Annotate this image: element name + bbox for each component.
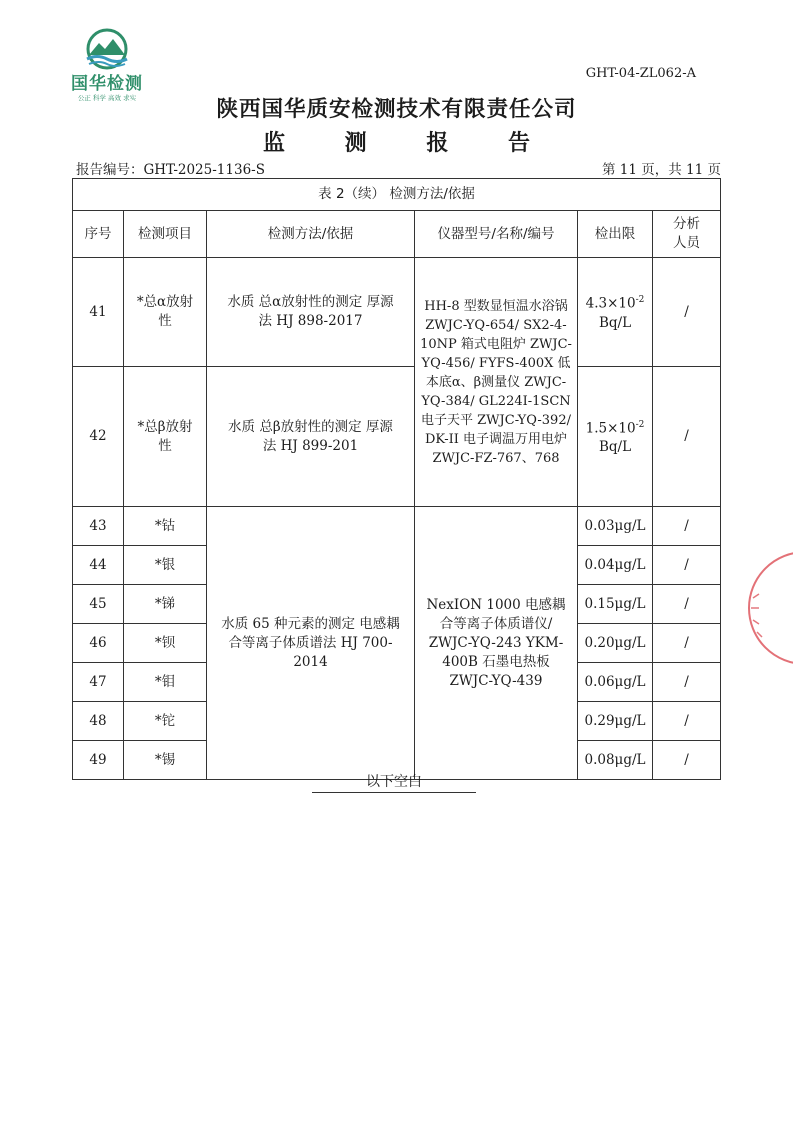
detection-limit bbox=[578, 258, 653, 367]
test-item: *铊 bbox=[124, 702, 207, 741]
test-method: 水质 总β放射性的测定 厚源法 HJ 899-201 bbox=[207, 367, 415, 507]
test-method: 水质 总α放射性的测定 厚源法 HJ 898-2017 bbox=[207, 258, 415, 367]
test-item: *总β放射性 bbox=[124, 367, 207, 507]
detection-limit: 0.04μg/L bbox=[578, 546, 653, 585]
limit-exponent: -2 bbox=[635, 419, 645, 430]
analyst: / bbox=[653, 585, 721, 624]
table-header-row bbox=[73, 211, 721, 258]
report-meta bbox=[76, 158, 721, 176]
table-caption-row bbox=[73, 179, 721, 211]
report-title: 监 测 报 告 bbox=[263, 131, 556, 156]
analyst: / bbox=[653, 702, 721, 741]
test-item: *钼 bbox=[124, 663, 207, 702]
row-number: 43 bbox=[73, 507, 124, 546]
analyst: / bbox=[653, 367, 721, 507]
logo-slogan: 公正 科学 高效 求实 bbox=[77, 94, 137, 102]
detection-limit bbox=[578, 367, 653, 507]
method-table bbox=[72, 178, 721, 780]
test-item: *锡 bbox=[124, 741, 207, 780]
page-info: 第 11 页，共 11 页 bbox=[601, 162, 721, 178]
analyst: / bbox=[653, 258, 721, 367]
document-code: GHT-04-ZL062-A bbox=[585, 66, 696, 81]
limit-unit: Bq/L bbox=[598, 314, 632, 331]
row-number: 45 bbox=[73, 585, 124, 624]
instrument-info: NexION 1000 电感耦合等离子体质谱仪/ ZWJC-YQ-243 YKM-400B 石墨电热板 ZWJC-YQ-439 bbox=[415, 507, 578, 780]
test-item: *钴 bbox=[124, 507, 207, 546]
row-number: 48 bbox=[73, 702, 124, 741]
detection-limit: 0.15μg/L bbox=[578, 585, 653, 624]
column-header: 检测方法/依据 bbox=[207, 211, 415, 258]
test-method: 水质 65 种元素的测定 电感耦合等离子体质谱法 HJ 700-2014 bbox=[207, 507, 415, 780]
column-header: 分析人员 bbox=[653, 211, 721, 258]
row-number: 47 bbox=[73, 663, 124, 702]
table-row bbox=[73, 507, 721, 546]
analyst: / bbox=[653, 663, 721, 702]
row-number: 49 bbox=[73, 741, 124, 780]
row-number: 41 bbox=[73, 258, 124, 367]
report-number: 报告编号：GHT-2025-1136-S bbox=[76, 162, 265, 178]
column-header: 检出限 bbox=[578, 211, 653, 258]
row-number: 46 bbox=[73, 624, 124, 663]
detection-limit: 0.06μg/L bbox=[578, 663, 653, 702]
instrument-info: HH-8 型数显恒温水浴锅 ZWJC-YQ-654/ SX2-4-10NP 箱式电阻炉 ZWJC-YQ-456/ FYFS-400X 低本底α、β测量仪 ZWJC-YQ-384/ GL224I-1SCN 电子天平 ZWJC-YQ-392/ DK-II 电子调温万用电炉 ZWJC-FZ-767、768 bbox=[415, 258, 578, 507]
detection-limit: 0.29μg/L bbox=[578, 702, 653, 741]
limit-value: 1.5×10 bbox=[585, 420, 636, 437]
analyst: / bbox=[653, 507, 721, 546]
table-row bbox=[73, 367, 721, 507]
table-caption: 表 2（续） 检测方法/依据 bbox=[73, 179, 721, 211]
company-name: 陕西国华质安检测技术有限责任公司 bbox=[216, 97, 577, 122]
table-row bbox=[73, 258, 721, 367]
test-item: *锑 bbox=[124, 585, 207, 624]
blank-below-note: 以下空白 bbox=[312, 771, 476, 793]
analyst: / bbox=[653, 546, 721, 585]
limit-exponent: -2 bbox=[635, 295, 645, 306]
analyst: / bbox=[653, 741, 721, 780]
detection-limit: 0.08μg/L bbox=[578, 741, 653, 780]
limit-unit: Bq/L bbox=[598, 439, 632, 456]
limit-value: 4.3×10 bbox=[585, 295, 636, 312]
detection-limit: 0.20μg/L bbox=[578, 624, 653, 663]
row-number: 42 bbox=[73, 367, 124, 507]
logo-name: 国华检测 bbox=[71, 74, 143, 94]
row-number: 44 bbox=[73, 546, 124, 585]
seal-stamp-icon bbox=[735, 548, 793, 668]
logo-mountain-icon bbox=[79, 28, 135, 70]
column-header: 仪器型号/名称/编号 bbox=[415, 211, 578, 258]
analyst: / bbox=[653, 624, 721, 663]
test-item: *钡 bbox=[124, 624, 207, 663]
column-header: 序号 bbox=[73, 211, 124, 258]
test-item: *总α放射性 bbox=[124, 258, 207, 367]
test-item: *银 bbox=[124, 546, 207, 585]
detection-limit: 0.03μg/L bbox=[578, 507, 653, 546]
column-header: 检测项目 bbox=[124, 211, 207, 258]
